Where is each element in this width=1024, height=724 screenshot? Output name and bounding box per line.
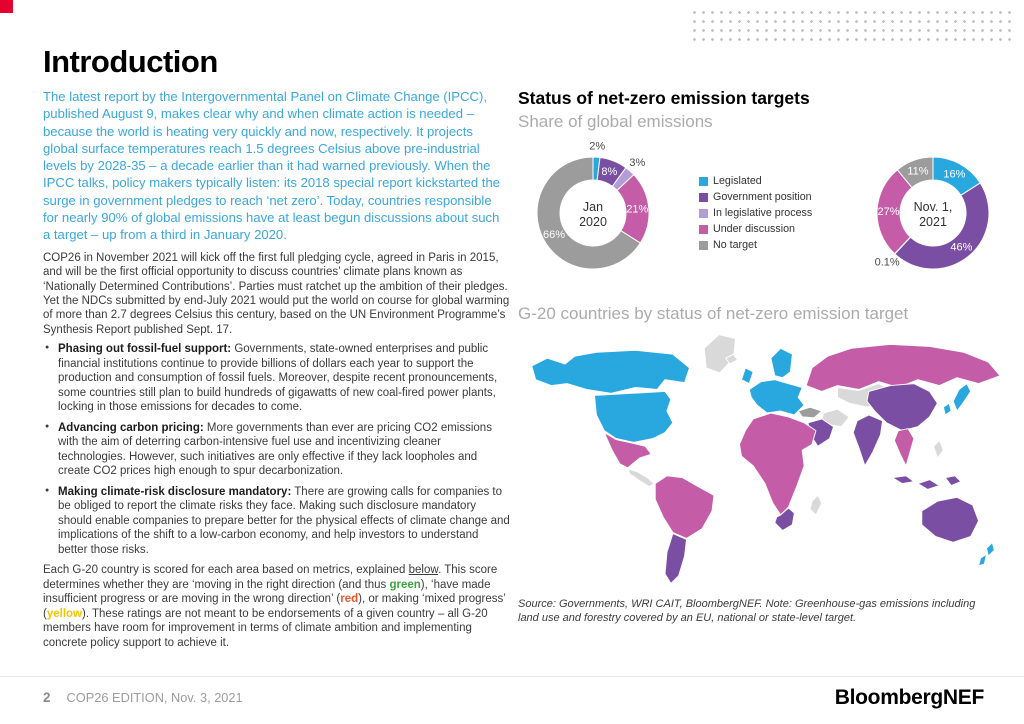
map-region-se-asia bbox=[894, 429, 914, 466]
below-link[interactable]: below bbox=[408, 564, 439, 577]
bullet-text: Governments, state-owned enterprises and public financial institutions continue to provide billions of dollars each year to support the production and consumption of fossil fuels. Moreover, despite recent pronouncements, some countries still plan to build hundreds of gigawatts of new coal-fired power plants, locking in those emissions for decades to come. bbox=[58, 343, 498, 414]
legend-label: In legislative process bbox=[713, 207, 813, 219]
legend-swatch-in-legislative-process bbox=[699, 209, 708, 218]
chart-subtitle: Share of global emissions bbox=[518, 112, 713, 131]
svg-text:46%: 46% bbox=[950, 241, 973, 254]
legend-item-legislated bbox=[699, 175, 827, 187]
legend-label: Government position bbox=[713, 191, 812, 203]
bullet-item-fossil-fuel bbox=[45, 342, 510, 414]
legend-item-no-target bbox=[699, 239, 827, 251]
donut-chart-jan-2020 bbox=[518, 138, 668, 288]
legend-label: Under discussion bbox=[713, 223, 795, 235]
intro-paragraph: The latest report by the Intergovernmental Panel on Climate Change (IPCC), published August 9, makes clear why and when climate action is needed – because the world is heating very quickly and now, respectively. It projects global surface temperatures reach 1.5 degrees Celsius above pre-industrial levels by 2028-35 – a decade earlier than it had warned previously. When the IPCC talks, policy makers typically listen: its 2018 special report kickstarted the surge in government pledges to reach ‘net zero’. Today, countries responsible for nearly 90% of global emissions have at least begun discussions about such a target – up from a third in January 2020. bbox=[43, 89, 501, 243]
svg-text:2020: 2020 bbox=[579, 215, 607, 229]
closing-text: ), or making ‘mixed progress’ ( bbox=[43, 593, 506, 620]
decorative-dot-grid bbox=[690, 8, 1012, 45]
map-region-india bbox=[853, 415, 882, 466]
bullet-item-carbon-pricing bbox=[45, 421, 510, 479]
svg-text:16%: 16% bbox=[943, 168, 966, 181]
svg-text:Nov. 1,: Nov. 1, bbox=[913, 200, 953, 214]
page-footer bbox=[0, 676, 1024, 724]
map-region-greenland bbox=[704, 335, 735, 373]
legend-swatch-legislated bbox=[699, 177, 708, 186]
map-region-indonesia bbox=[892, 476, 961, 490]
closing-text: ). These ratings are not meant to be endorsements of a given country – all G-20 members have room for improvement in terms of climate ambition and implementing concrete policy support to achieve it. bbox=[43, 607, 488, 649]
svg-text:3%: 3% bbox=[629, 157, 646, 170]
page-number: 2 bbox=[43, 690, 51, 705]
bullet-text: There are growing calls for companies to be obliged to report the climate risks they face. Making such disclosure mandatory should enable companies to prepare better for the physical effects of climate change and implications of the shift to a low-carbon economy, and help investors to understand better those risks. bbox=[58, 485, 510, 556]
charts-column bbox=[518, 88, 1008, 650]
map-region-australia bbox=[922, 497, 979, 542]
closing-text: ), ‘have made insufficient progress or are moving in the wrong direction’ ( bbox=[43, 578, 491, 606]
edition-label: COP26 EDITION, Nov. 3, 2021 bbox=[66, 690, 243, 705]
world-map-svg bbox=[518, 328, 1008, 596]
page-title: Introduction bbox=[43, 44, 218, 79]
green-rating-word: green bbox=[389, 578, 421, 591]
map-region-south-africa bbox=[775, 508, 795, 531]
bullet-item-climate-risk bbox=[45, 485, 510, 557]
map-region-japan bbox=[953, 384, 971, 411]
donut-charts-row bbox=[518, 134, 1008, 292]
yellow-rating-word: yellow bbox=[46, 607, 82, 620]
bullet-lead: Making climate-risk disclosure mandatory: bbox=[58, 485, 292, 498]
legend-swatch-government-position bbox=[699, 193, 708, 202]
map-region-turkey bbox=[798, 407, 822, 418]
legend-item-in-legislative-process bbox=[699, 207, 827, 219]
chart-legend bbox=[699, 171, 827, 255]
map-region-central-america bbox=[628, 469, 654, 487]
bloombergnef-logo: BloombergNEF bbox=[834, 685, 984, 709]
legend-item-under-discussion bbox=[699, 223, 827, 235]
svg-text:21%: 21% bbox=[626, 203, 649, 216]
map-region-madagascar bbox=[810, 495, 822, 515]
legend-label: No target bbox=[713, 239, 757, 251]
svg-text:66%: 66% bbox=[542, 228, 566, 241]
legend-item-government-position bbox=[699, 191, 827, 203]
map-region-philippines bbox=[934, 440, 944, 458]
bullet-lead: Phasing out fossil-fuel support: bbox=[58, 343, 232, 356]
legend-swatch-under-discussion bbox=[699, 225, 708, 234]
map-region-new-zealand bbox=[979, 542, 995, 566]
world-map bbox=[518, 328, 1008, 596]
svg-text:27%: 27% bbox=[877, 206, 900, 219]
svg-text:11%: 11% bbox=[907, 165, 929, 178]
map-region-africa bbox=[739, 413, 815, 515]
svg-text:2%: 2% bbox=[589, 140, 606, 153]
legend-swatch-no-target bbox=[699, 241, 708, 250]
bullet-text: More governments than ever are pricing CO2 emissions with the aim of deterring carbon-intensive fuel use and incentivizing cleaner technologies. However, such initiatives are only effective if they lack loopholes and create CO2 prices high enough to spur decarbonization. bbox=[58, 421, 492, 478]
map-region-scandinavia bbox=[771, 348, 793, 377]
svg-text:0.1%: 0.1% bbox=[874, 256, 900, 269]
map-region-uk bbox=[741, 368, 753, 384]
map-region-brazil bbox=[655, 476, 714, 539]
legend-label: Legislated bbox=[713, 175, 762, 187]
text-column bbox=[43, 88, 510, 650]
red-rating-word: red bbox=[340, 593, 359, 606]
closing-text: Each G-20 country is scored for each area based on metrics, explained bbox=[43, 564, 409, 577]
map-region-argentina bbox=[665, 534, 687, 584]
corner-accent-square bbox=[0, 0, 13, 13]
map-region-south-korea bbox=[943, 403, 951, 415]
closing-text: . This score determines whether they are ‘moving in the right direction (and thus bbox=[43, 564, 498, 591]
map-title: G-20 countries by status of net-zero emission target bbox=[518, 304, 909, 323]
map-region-europe bbox=[749, 380, 804, 415]
bullet-lead: Advancing carbon pricing: bbox=[58, 421, 204, 434]
source-note: Source: Governments, WRI CAIT, BloombergNEF. Note: Greenhouse-gas emissions including land use and forestry covered by an EU, national or state-level target. bbox=[518, 598, 976, 624]
chart-title: Status of net-zero emission targets bbox=[518, 88, 810, 108]
svg-text:Jan: Jan bbox=[582, 200, 604, 214]
key-points-list bbox=[45, 342, 510, 557]
map-region-canada bbox=[532, 350, 690, 393]
body-paragraph: COP26 in November 2021 will kick off the first full pledging cycle, agreed in Paris in 2015, and will be the first official opportunity to discuss countries’ climate plans known as ‘Nationally Determined Contributions’. Parties must ratchet up the ambition of their pledges. Yet the NDCs submitted by end-July 2021 would put the world on course for global warming of more than 2.7 degrees Celsius this century, based on the UN Environment Programme’s Synthesis Report published Sept. 17. bbox=[43, 251, 510, 336]
svg-text:8%: 8% bbox=[601, 166, 618, 179]
svg-text:2021: 2021 bbox=[919, 215, 947, 229]
donut-chart-nov-2021 bbox=[858, 138, 1008, 288]
closing-paragraph bbox=[43, 563, 510, 650]
